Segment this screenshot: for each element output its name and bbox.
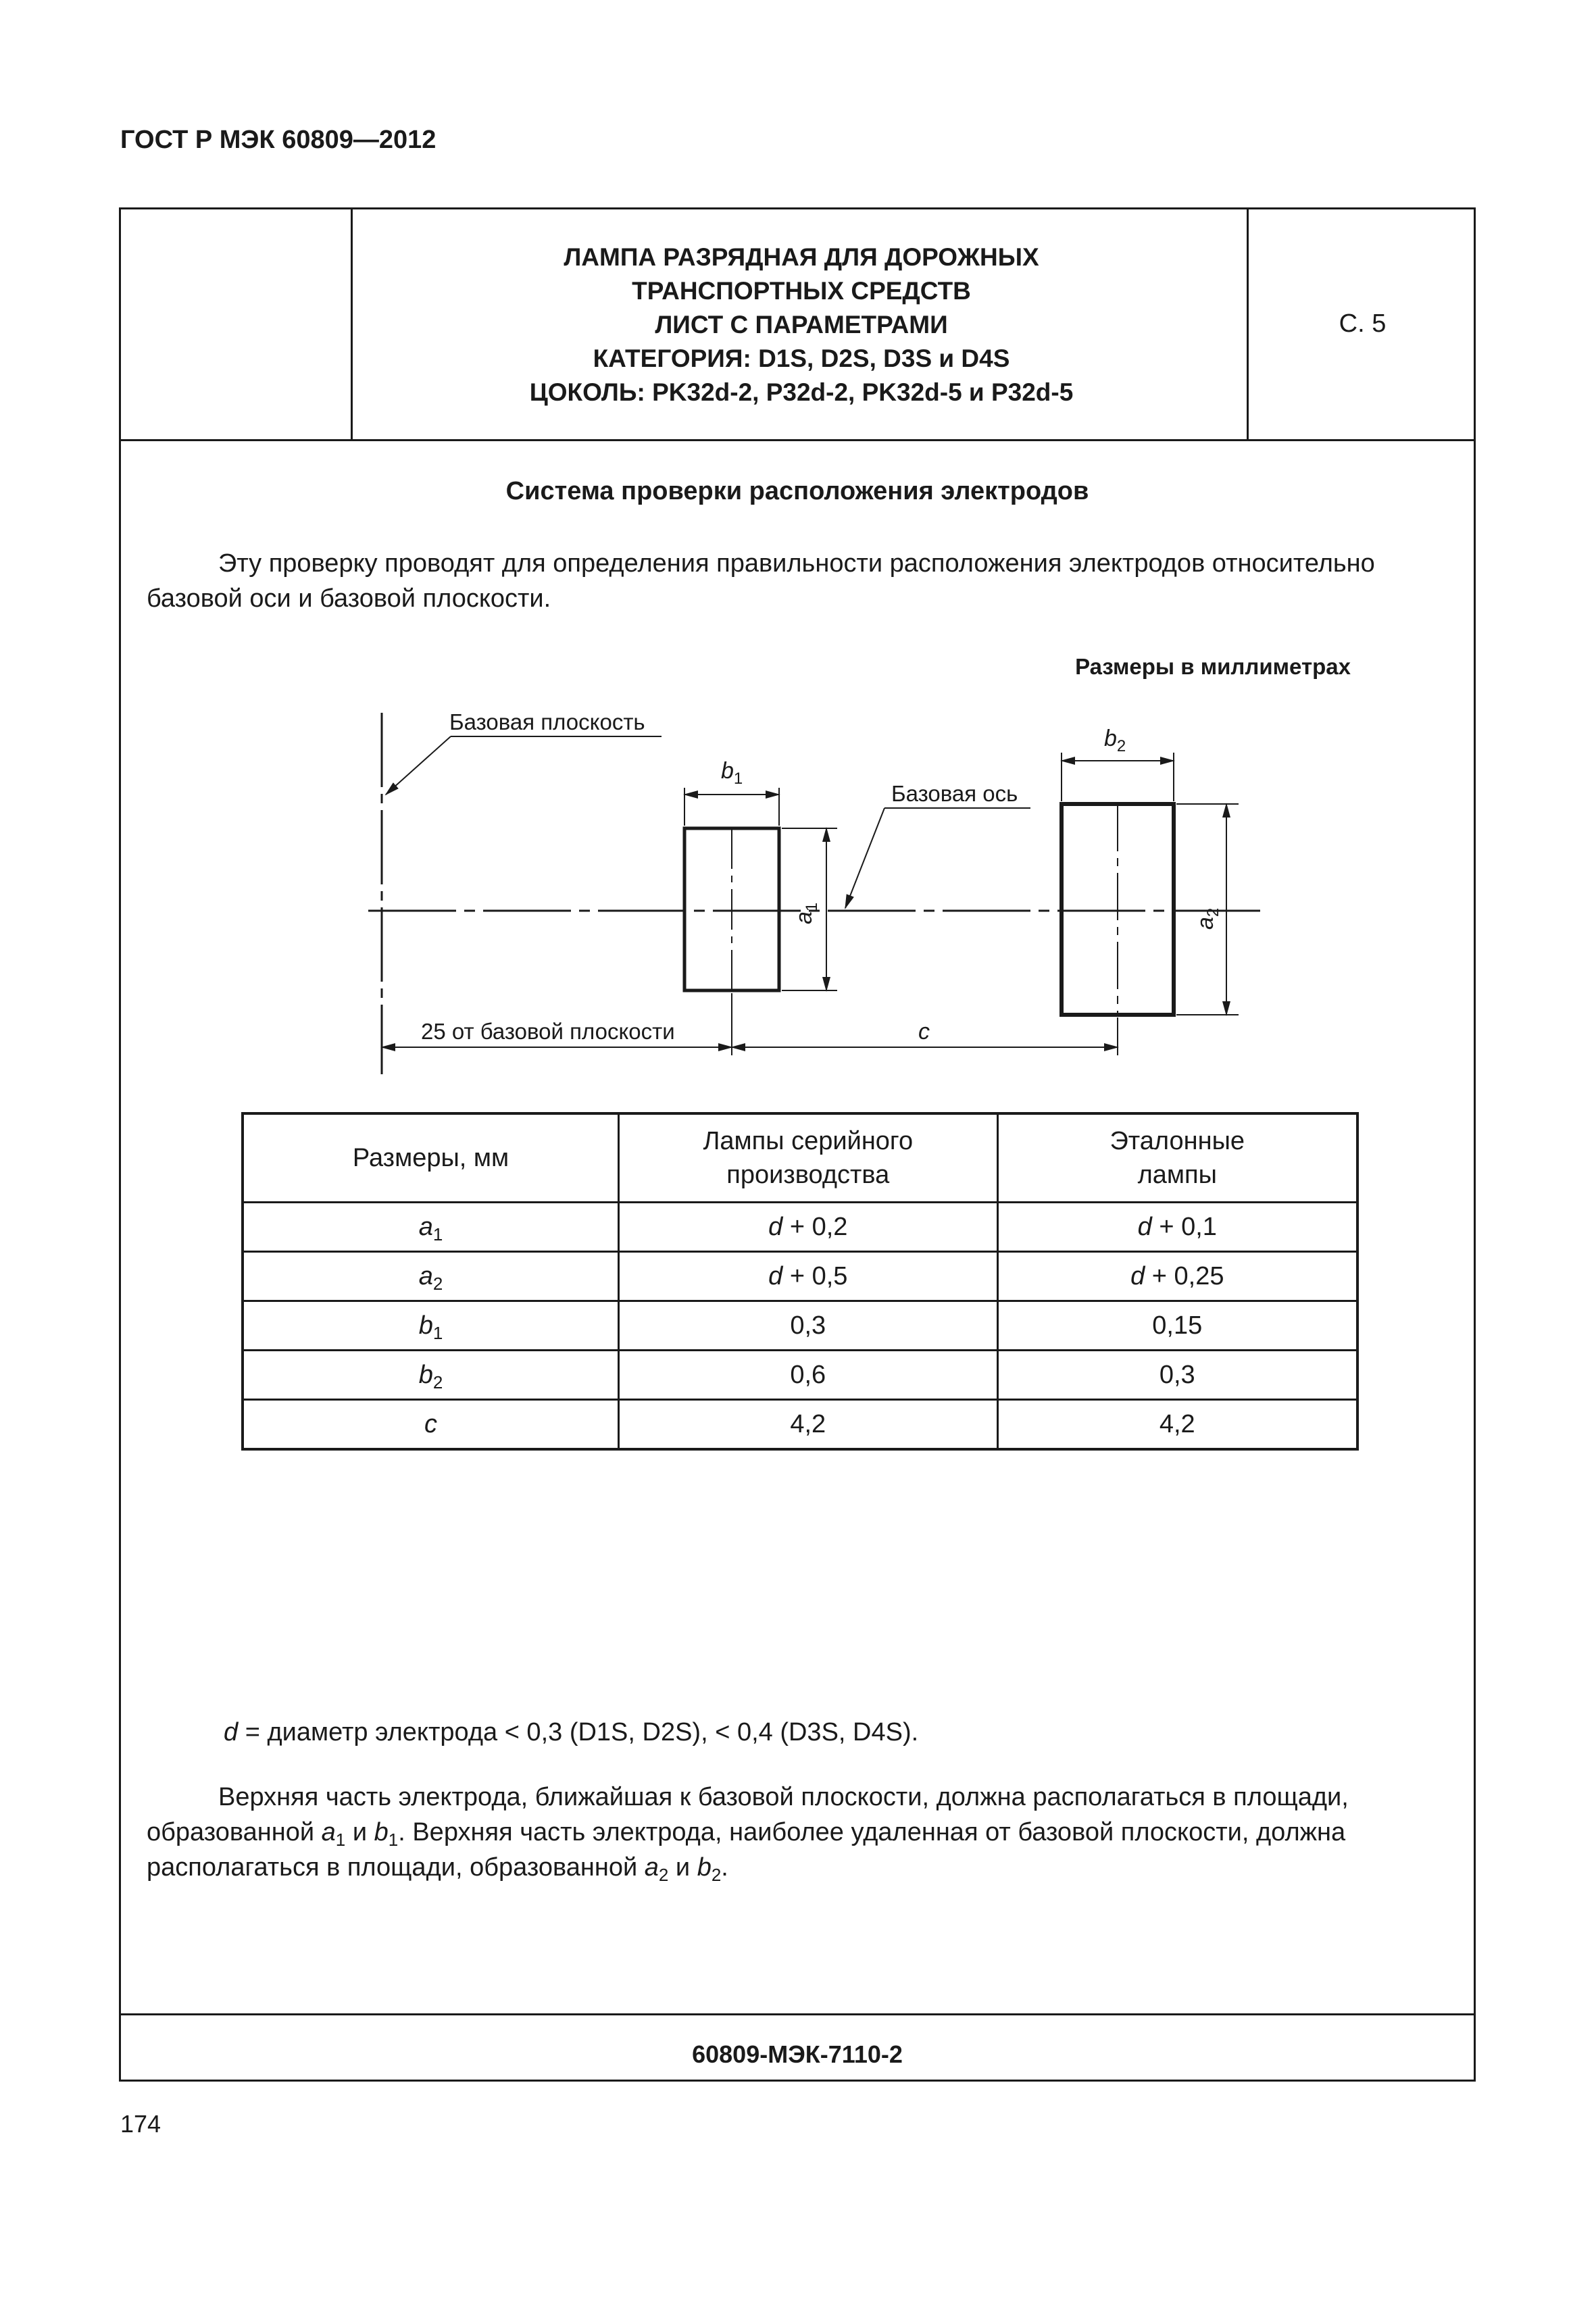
note-d-definition: d = диаметр электрода < 0,3 (D1S, D2S), < 0,4 (D3S, D4S). — [224, 1718, 919, 1746]
tolerance-table — [241, 1112, 1359, 1451]
standard-id: ГОСТ Р МЭК 60809—2012 — [120, 126, 437, 154]
cell-serial-value: d + 0,2 — [619, 1203, 998, 1252]
intro-line-1: Эту проверку проводят для определения правильности расположения электродов относительно — [218, 549, 1375, 578]
sheet-code: 60809-МЭК-7110-2 — [692, 2040, 903, 2068]
cell-serial-value: d + 0,5 — [619, 1252, 998, 1301]
cell-dimension: $b_2$ — [243, 1351, 619, 1400]
cell-dimension: $a_2$ — [243, 1252, 619, 1301]
sheet-page-number: С. 5 — [1339, 309, 1387, 338]
title-line: ТРАНСПОРТНЫХ СРЕДСТВ — [632, 277, 971, 305]
title-line: ЦОКОЛЬ: PK32d-2, P32d-2, PK32d-5 и P32d-5 — [529, 378, 1074, 406]
a2-label: $a_2$ — [1193, 907, 1222, 930]
sheet-frame — [119, 207, 1476, 2082]
c-label: c — [918, 1019, 930, 1045]
b1-label: $b_1$ — [721, 758, 743, 788]
base-plane-label: Базовая плоскость — [449, 709, 645, 734]
a1-label: $a_1$ — [791, 902, 821, 924]
note-paragraph-line-2: образованной $a_1$ и $b_1$. Верхняя часть электрода, наиболее удаленная от базовой плоскости, должна — [147, 1818, 1346, 1850]
table-header-row — [243, 1113, 1357, 1203]
cell-reference-value: d + 0,25 — [997, 1252, 1357, 1301]
table-row — [243, 1301, 1357, 1351]
table-row — [243, 1252, 1357, 1301]
cell-reference-value: d + 0,1 — [997, 1203, 1357, 1252]
section-title: Система проверки расположения электродов — [505, 477, 1089, 505]
page-number: 174 — [120, 2110, 161, 2138]
note-paragraph-line-1: Верхняя часть электрода, ближайшая к базовой плоскости, должна располагаться в площади, — [218, 1783, 1349, 1811]
footer-rule — [121, 2013, 1474, 2015]
cell-serial-value: 0,6 — [619, 1351, 998, 1400]
title-line: КАТЕГОРИЯ: D1S, D2S, D3S и D4S — [593, 345, 1010, 372]
intro-line-2: базовой оси и базовой плоскости. — [147, 584, 551, 613]
base-plane-leader — [386, 736, 451, 795]
table-row — [243, 1351, 1357, 1400]
cell-reference-value: 0,15 — [997, 1301, 1357, 1351]
cell-serial-value: 4,2 — [619, 1400, 998, 1450]
header-dimensions: Размеры, мм — [243, 1113, 619, 1203]
b2-label: $b_2$ — [1104, 726, 1126, 755]
base-axis-leader — [845, 808, 884, 908]
electrode-position-diagram — [121, 209, 1475, 1088]
table-row — [243, 1203, 1357, 1252]
cell-dimension: c — [243, 1400, 619, 1450]
header-serial-lamps: Лампы серийного производства — [619, 1113, 998, 1203]
title-line: ЛАМПА РАЗРЯДНАЯ ДЛЯ ДОРОЖНЫХ — [564, 243, 1039, 271]
offset-label: 25 от базовой плоскости — [421, 1019, 675, 1044]
cell-reference-value: 4,2 — [997, 1400, 1357, 1450]
header-reference-lamps: Эталонные лампы — [997, 1113, 1357, 1203]
note-paragraph-line-3: располагаться в площади, образованной $a_2$ и $b_2$. — [147, 1853, 728, 1885]
table-row — [243, 1400, 1357, 1450]
cell-dimension: $b_1$ — [243, 1301, 619, 1351]
cell-reference-value: 0,3 — [997, 1351, 1357, 1400]
base-axis-label: Базовая ось — [891, 781, 1018, 806]
title-line: ЛИСТ С ПАРАМЕТРАМИ — [655, 311, 948, 338]
units-note: Размеры в миллиметрах — [1075, 654, 1351, 679]
cell-serial-value: 0,3 — [619, 1301, 998, 1351]
cell-dimension: $a_1$ — [243, 1203, 619, 1252]
